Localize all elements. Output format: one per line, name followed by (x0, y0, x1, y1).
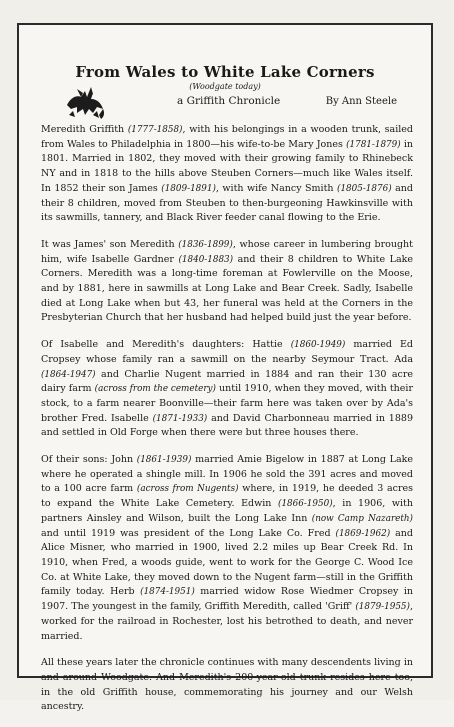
paragraph (41, 656, 413, 715)
date-range: (1860-1949) (290, 340, 346, 351)
paragraph (41, 453, 413, 644)
paragraph-text: where, in 1919, he deeded 3 acres to expand the White Lake Cemetery. Edwin (41, 483, 413, 510)
article-body (41, 123, 413, 727)
date-range: (1777-1858) (127, 125, 183, 135)
paragraph-text: married widow Rose Wiedmer Cropsey in 1907. The youngest in the family, Griffith Meredith, called 'Griff' (41, 586, 413, 613)
date-range: (across from the cemetery) (94, 384, 216, 395)
paragraph-text: married Amie Bigelow in 1887 at Long Lake where he operated a shingle mill. In 1906 he sold the 391 acres and moved to a 100 acre farm (41, 454, 413, 495)
byline-row (19, 95, 431, 111)
paragraph-text: and their 8 children, moved from Steuben to then-burgeoning Hawkinsville with its sawmills, tannery, and Black River feeder canal flowing to the Erie. (41, 182, 413, 224)
paragraph-text: and Charlie Nugent married in 1884 and ran their 130 acre dairy farm (41, 368, 413, 395)
paragraph-text: It was James' son Meredith (41, 238, 179, 250)
paragraph-text: and their 8 children to White Lake Corners. Meredith was a long-time foreman at Fowlerville on the Moose, and by 1881, here in sawmills at Long Lake and Bear Creek. Sadly, Isabelle died at Long Lake when but 43, her funeral was held at the Corners in the Presbyterian Church that her husband had helped build just the year before. (41, 253, 413, 324)
date-range: (1871-1933) (152, 413, 208, 424)
paragraph-text: , whose career in lumbering brought him, wife Isabelle Gardner (41, 238, 413, 265)
date-range: (1874-1951) (140, 587, 195, 598)
paragraph-text: , with his belongings in a wooden trunk, sailed from Wales to Philadelphia in 1800—his wife-to-be Mary Jones (41, 124, 413, 150)
paragraph-text: , with wife Nancy Smith (215, 182, 338, 194)
paragraph-text: in 1801. Married in 1802, they moved with their growing family to Rhinebeck NY and in 1818 to the hills above Steuben Corners—much like Wales itself. In 1852 their son James (41, 138, 414, 194)
paragraph-text: All these years later the chronicle continues with many descendents living in and around Woodgate. And Meredith's 200-year-old trunk resides here too, in the old Griffith house, commemorating his journey and our Welsh ancestry. (41, 657, 413, 713)
article-title: From Wales to White Lake Corners (75, 63, 375, 81)
paragraph-text: Of their sons: John (41, 454, 137, 466)
date-range: (1864-1947) (41, 369, 96, 380)
date-range: (1836-1899) (178, 239, 233, 250)
paragraph-text: married Ed Cropsey whose family ran a sawmill on the nearby Seymour Tract. Ada (41, 339, 413, 365)
date-range: (1869-1962) (335, 528, 391, 539)
article-subtitle: (Woodgate today) (189, 82, 261, 91)
date-range: (1781-1879) (346, 139, 401, 150)
date-range: (1840-1883) (178, 254, 234, 265)
paragraph-text: , in 1906, with partners Ainsley and Wilson, built the Long Lake Inn (41, 498, 413, 524)
paragraph-text: Meredith Griffith (41, 124, 128, 135)
paragraph (41, 338, 413, 441)
paragraph-text: and David Charbonneau married in 1889 and settled in Old Forge when there were but three houses there. (41, 412, 413, 439)
date-range: (1866-1950) (278, 499, 333, 510)
paragraph-text: and until 1919 was president of the Long Lake Co. Fred (41, 527, 336, 539)
date-range: (1809-1891) (161, 183, 216, 194)
paragraph-text: Of Isabelle and Meredith's daughters: Hattie (41, 339, 291, 351)
paragraph (41, 238, 413, 326)
paragraph-text: , worked for the railroad in Rochester, lost his betrothed to death, and never married. (41, 601, 413, 642)
paragraph (41, 123, 413, 226)
date-range: (1805-1876) (337, 183, 392, 194)
paragraph-text: until 1910, when they moved, with their stock, to a farm nearer Boonville—their farm here was taken over by Ada's brother Fred. Isabelle (41, 383, 413, 424)
article-header (19, 25, 431, 135)
paragraph-text: and Alice Misner, who married in 1900, lived 2.2 miles up Bear Creek Rd. In 1910, when Fred, a woods guide, went to work for the George C. Wood Ice Co. at White Lake, they moved down to the Nugent farm—still in the Griffith family today. Herb (41, 527, 413, 598)
date-range: (1861-1939) (136, 455, 192, 466)
date-range: (1879-1955) (355, 602, 410, 613)
author-byline: By Ann Steele (325, 96, 397, 107)
date-range: (across from Nugents) (136, 484, 239, 495)
chronicle-label: a Griffith Chronicle (177, 95, 281, 107)
date-range: (now Camp Nazareth) (311, 513, 413, 524)
